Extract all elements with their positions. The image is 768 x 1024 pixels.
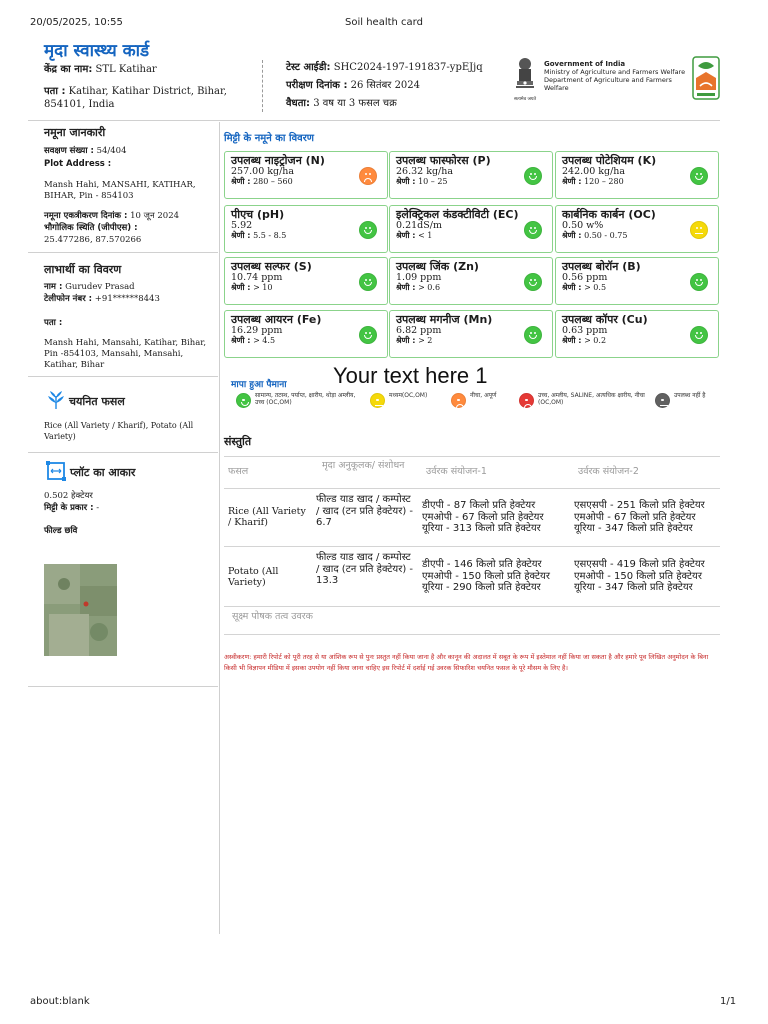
rec-combo1-rice-2: एमओपी - 67 किलो प्रति हेक्टेयर <box>422 511 544 523</box>
sad-face-icon <box>359 167 377 185</box>
rec-crop-potato: Potato (All Variety) <box>228 566 279 588</box>
nutrient-range-label: श्रेणी : <box>231 177 251 186</box>
micronutrient-fertilizer-label: सूक्ष्म पोषक तत्व उवरक <box>232 611 313 622</box>
nutrient-range-label: श्रेणी : <box>396 283 416 292</box>
survey-value: 54/404 <box>96 146 127 156</box>
nutrient-card <box>389 310 553 358</box>
gov-line-1: Government of India <box>544 60 626 68</box>
field-photo[interactable] <box>44 564 117 656</box>
happy-face-icon <box>236 393 251 408</box>
validity <box>286 97 516 110</box>
soil-type-value: - <box>96 503 100 513</box>
beneficiary-name-label: नाम : <box>44 282 63 292</box>
nutrient-name: उपलब्ध आयरन (Fe) <box>231 313 322 326</box>
beneficiary-phone-label: टेलीफोन नंबर : <box>44 294 93 304</box>
crops-heading: चयनित फसल <box>69 395 125 408</box>
overlay-text: Your text here 1 <box>333 363 488 388</box>
nutrient-name: पीएच (pH) <box>231 208 285 221</box>
plot-size-value: 0.502 हेक्टेयर <box>44 491 93 501</box>
test-date-label: परीक्षण दिनांक : <box>286 80 348 91</box>
nutrient-name: उपलब्ध कॉपर (Cu) <box>562 313 648 326</box>
rec-combo1-rice-1: डीएपी - 87 किलो प्रति हेक्टेयर <box>422 500 536 511</box>
nutrient-value: 5.92 <box>231 220 253 231</box>
soil-section-title: मिट्टी के नमूने का विवरण <box>224 133 315 144</box>
nutrient-value: 0.56 ppm <box>562 272 608 283</box>
rec-combo2-rice <box>574 500 720 535</box>
rec-header-rule <box>224 488 720 489</box>
print-doc-title: Soil health card <box>345 17 423 28</box>
centre-address <box>44 85 254 111</box>
beneficiary-name <box>44 282 216 293</box>
happy-face-icon <box>690 273 708 291</box>
beneficiary-address-label <box>44 318 216 329</box>
rec-amendment-rice: फील्ड याड खाद / कम्पोस्ट / खाद (टन प्रति हेक्टेयर) - 6.7 <box>316 494 414 528</box>
gps-label <box>44 223 216 234</box>
centre-name <box>44 63 254 76</box>
plot-size-heading: प्लॉट का आकार <box>70 466 136 479</box>
beneficiary-address-value: Mansh Hahi, Mansahi, Katihar, Bihar, Pin -854103, Mansahi, Mansahi, Katihar, Bihar <box>44 338 207 370</box>
legend-title: मापा हुआ पैमाना <box>231 380 287 390</box>
test-id-value: SHC2024-197-191837-ypEJjq <box>333 62 483 73</box>
nutrient-value: 0.50 w% <box>562 220 604 231</box>
field-photo-label <box>44 526 216 537</box>
sad-face-icon <box>519 393 534 408</box>
beneficiary-phone <box>44 294 216 305</box>
rec-combo1-potato-2: एमओपी - 150 किलो प्रति हेक्टेयर <box>422 570 550 582</box>
rec-bottom-rule <box>224 634 720 635</box>
rec-combo1-rice-3: यूरिया - 313 किलो प्रति हेक्टेयर <box>422 523 541 534</box>
nutrient-card <box>224 310 388 358</box>
nutrient-card <box>555 151 719 199</box>
nutrient-value: 257.00 kg/ha <box>231 166 295 177</box>
test-id-label: टेस्ट आईडी: <box>286 62 331 73</box>
plot-address-label <box>44 159 216 170</box>
happy-face-icon <box>359 326 377 344</box>
rec-combo1-potato <box>422 559 574 594</box>
nutrient-range-value: > 0.2 <box>584 336 607 345</box>
disclaimer: अस्वीकरण: हमारी रिपोर्ट को पूरी तरह से या आंशिक रूप से पुनः प्रस्तुत नहीं किया जाना है और कानून की अदालत में सबूत के रूप में इस्तेमाल नहीं किया जा सकता है और हमारे पूव लिखित अनुमोदन के बिना किसी भी विज्ञापन मीडिया में इसका उपयोग नहीं किया जाना चाहिए इस रिपोर्ट में दर्शाई गई उवरक सिफारिश चयनित फसल के पूरे मौसम के लिए है। <box>224 653 709 672</box>
gps-value: 25.477286, 87.570266 <box>44 235 142 245</box>
survey-label: सवक्षण संख्या : <box>44 146 94 156</box>
legend-item-text: सामान्य, तटस्थ, पर्याप्त, क्षारीय, थोड़ा अम्लीय, उच्च (OC,OM) <box>255 392 356 406</box>
happy-face-icon <box>690 326 708 344</box>
validity-label: वैधता: <box>286 98 310 109</box>
field-photo-label-text: फील्ड छवि <box>44 526 78 536</box>
nutrient-value: 0.63 ppm <box>562 325 608 336</box>
gps-label-text: भौगोलिक स्थिति (जीपीएस) : <box>44 223 138 233</box>
rec-combo2-rice-3: यूरिया - 347 किलो प्रति हेक्टेयर <box>574 523 693 534</box>
nutrient-range-label: श्रेणी : <box>231 336 251 345</box>
nutrient-range-value: 5.5 - 8.5 <box>253 231 287 240</box>
centre-value: STL Katihar <box>95 64 157 75</box>
nutrient-range-value: 280 – 560 <box>253 177 293 186</box>
happy-face-icon <box>524 221 542 239</box>
plot-size-icon <box>45 460 67 482</box>
nutrient-card <box>555 257 719 305</box>
rec-combo1-potato-3: यूरिया - 290 किलो प्रति हेक्टेयर <box>422 582 541 593</box>
validity-value: 3 वष या 3 फसल चक्र <box>313 98 397 109</box>
rec-combo2-rice-1: एसएसपी - 251 किलो प्रति हेक्टेयर <box>574 500 705 511</box>
nutrient-range-label: श्रेणी : <box>562 283 582 292</box>
beneficiary-name-value: Gurudev Prasad <box>65 282 135 292</box>
rec-row-rule-2 <box>224 606 720 607</box>
beneficiary-heading: लाभार्थी का विवरण <box>44 263 122 276</box>
nutrient-name: उपलब्ध नाइट्रोजन (N) <box>231 154 325 167</box>
beneficiary-address-label-text: पता : <box>44 318 63 328</box>
nutrient-range-value: > 4.5 <box>253 336 276 345</box>
nutrient-name: इलेक्ट्रिकल कंडक्टीविटी (EC) <box>396 208 519 221</box>
plot-address-value: Mansh Hahi, MANSAHI, KATIHAR, BIHAR, Pin - 854103 <box>44 180 196 201</box>
nutrient-card <box>555 205 719 253</box>
col-combo-1: उर्वरक संयोजन-1 <box>426 466 487 477</box>
nutrient-range-label: श्रेणी : <box>396 231 416 240</box>
happy-face-icon <box>524 326 542 344</box>
rec-combo1-potato-1: डीएपी - 146 किलो प्रति हेक्टेयर <box>422 559 542 570</box>
rec-crop-rice: Rice (All Variety / Kharif) <box>228 506 306 528</box>
left-rule-4 <box>28 686 218 687</box>
gov-line-3: Department of Agriculture and Farmers Welfare <box>544 76 672 92</box>
left-rule-2 <box>28 376 218 377</box>
nutrient-range-value: > 0.6 <box>418 283 441 292</box>
nutrient-range-value: > 10 <box>253 283 273 292</box>
nutrient-range-label: श्रेणी : <box>562 231 582 240</box>
survey-number <box>44 146 216 157</box>
rec-combo2-potato-1: एसएसपी - 419 किलो प्रति हेक्टेयर <box>574 559 705 570</box>
nutrient-range-label: श्रेणी : <box>562 336 582 345</box>
legend-item-text: उपलब्ध नहीं है <box>674 392 706 399</box>
nutrient-range-label: श्रेणी : <box>396 177 416 186</box>
nutrient-range-value: 0.50 - 0.75 <box>584 231 628 240</box>
left-rule-3 <box>28 452 218 453</box>
nutrient-range-label: श्रेणी : <box>396 336 416 345</box>
happy-face-icon <box>524 167 542 185</box>
legend-item-text: मध्यम(OC,OM) <box>389 392 428 399</box>
header-divider <box>262 60 263 112</box>
column-divider <box>219 122 220 934</box>
nutrient-value: 1.09 ppm <box>396 272 442 283</box>
legend-item-text: उच्च, अम्लीय, SALINE, अत्यधिक क्षारीय, नीचा (OC,OM) <box>538 392 645 406</box>
neutral-face-icon <box>370 393 385 408</box>
nutrient-card <box>389 257 553 305</box>
nutrient-range-label: श्रेणी : <box>562 177 582 186</box>
nutrient-card <box>224 257 388 305</box>
rec-combo2-potato-2: एमओपी - 150 किलो प्रति हेक्टेयर <box>574 570 702 582</box>
rec-combo1-rice <box>422 500 574 535</box>
nutrient-range-value: 120 – 280 <box>584 177 624 186</box>
nutrient-range-value: < 1 <box>418 231 433 240</box>
happy-face-icon <box>690 167 708 185</box>
nutrient-name: कार्बनिक कार्बन (OC) <box>562 208 656 221</box>
address-label: पता : <box>44 86 66 97</box>
nutrient-value: 26.32 kg/ha <box>396 166 454 177</box>
neutral-face-icon <box>690 221 708 239</box>
header-rule <box>28 120 720 121</box>
gov-line-2: Ministry of Agriculture and Farmers Welfare <box>544 68 686 76</box>
nutrient-range-value: > 0.5 <box>584 283 607 292</box>
sample-info-heading: नमूना जानकारी <box>44 126 106 139</box>
legend-item-text: नीचा, अपूर्ण <box>470 392 497 399</box>
soil-type-label: मिट्टी के प्रकार : <box>44 503 94 513</box>
nutrient-range-label: श्रेणी : <box>231 231 251 240</box>
rec-combo2-rice-2: एमओपी - 67 किलो प्रति हेक्टेयर <box>574 511 696 523</box>
soil-health-logo-icon <box>692 56 720 100</box>
nutrient-name: उपलब्ध पोटेशियम (K) <box>562 154 657 167</box>
nutrient-value: 6.82 ppm <box>396 325 442 336</box>
nutrient-card <box>389 205 553 253</box>
left-rule-1 <box>28 252 218 253</box>
nutrient-name: उपलब्ध जिंक (Zn) <box>396 260 479 273</box>
nutrient-name: उपलब्ध मगनीज (Mn) <box>396 313 493 326</box>
test-id <box>286 61 516 74</box>
happy-face-icon <box>359 221 377 239</box>
rec-top-rule <box>224 456 720 457</box>
nutrient-card <box>224 205 388 253</box>
col-crop: फसल <box>228 466 249 477</box>
nutrient-card <box>389 151 553 199</box>
recommendation-heading: संस्तुति <box>224 435 252 448</box>
happy-face-icon <box>524 273 542 291</box>
crops-value: Rice (All Variety / Kharif), Potato (All Variety) <box>44 421 194 441</box>
print-page-number: 1/1 <box>720 996 737 1007</box>
nutrient-card <box>224 151 388 199</box>
card-title: मृदा स्वास्थ्य कार्ड <box>44 41 150 61</box>
nutrient-range-value: > 2 <box>418 336 433 345</box>
soil-type <box>44 503 216 514</box>
beneficiary-phone-value: +91******8443 <box>94 294 160 304</box>
nutrient-name: उपलब्ध सल्फर (S) <box>231 260 312 273</box>
nutrient-value: 10.74 ppm <box>231 272 283 283</box>
crop-icon <box>46 390 66 410</box>
nutrient-name: उपलब्ध फास्फोरस (P) <box>396 154 491 167</box>
nutrient-value: 0.21dS/m <box>396 220 442 231</box>
test-date-value: 26 सितंबर 2024 <box>350 80 421 91</box>
centre-label: केंद्र का नाम: <box>44 64 93 75</box>
nutrient-range-label: श्रेणी : <box>231 283 251 292</box>
happy-face-icon <box>359 273 377 291</box>
nutrient-card <box>555 310 719 358</box>
nutrient-range-value: 10 – 25 <box>418 177 448 186</box>
neutral-face-icon <box>655 393 670 408</box>
test-date <box>286 79 516 92</box>
rec-combo2-potato <box>574 559 720 594</box>
national-emblem-icon <box>512 56 538 100</box>
address-value: Katihar, Katihar District, Bihar, 854101, India <box>44 86 227 110</box>
rec-amendment-potato: फील्ड याड खाद / कम्पोस्ट / खाद (टन प्रति हेक्टेयर) - 13.3 <box>316 552 414 586</box>
nutrient-value: 16.29 ppm <box>231 325 283 336</box>
collection-date-value: 10 जून 2024 <box>130 211 180 221</box>
print-datetime: 20/05/2025, 10:55 <box>30 17 123 28</box>
rec-row-rule-1 <box>224 546 720 547</box>
gov-text <box>544 60 694 92</box>
col-amendment: मृदा अनुकूलक/ संशोधन <box>322 460 405 471</box>
emblem-caption: सत्यमेव जयते <box>513 97 537 102</box>
plot-address-label-text: Plot Address : <box>44 159 112 169</box>
nutrient-value: 242.00 kg/ha <box>562 166 626 177</box>
sad-face-icon <box>451 393 466 408</box>
col-combo-2: उर्वरक संयोजन-2 <box>578 466 639 477</box>
collection-date <box>44 211 216 222</box>
collection-date-label: नमूना एकत्रीकरण दिनांक : <box>44 211 128 221</box>
nutrient-name: उपलब्ध बोरॉन (B) <box>562 260 641 273</box>
print-footer-url: about:blank <box>30 996 90 1007</box>
rec-combo2-potato-3: यूरिया - 347 किलो प्रति हेक्टेयर <box>574 582 693 593</box>
